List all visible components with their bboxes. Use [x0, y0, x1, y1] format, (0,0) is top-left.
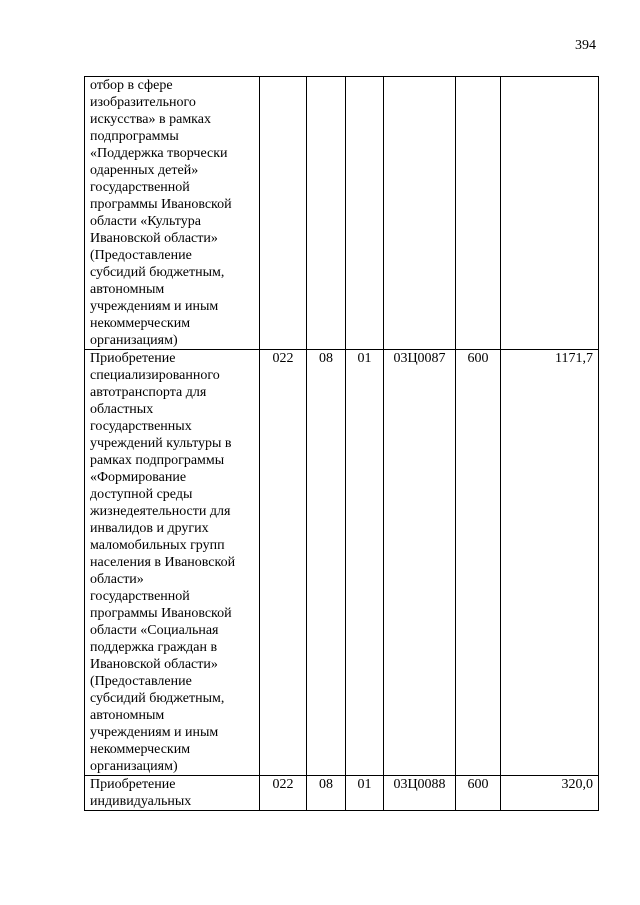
row-name-cell: Приобретение индивидуальных	[85, 776, 260, 811]
target-article-cell: 03Ц0087	[384, 350, 456, 776]
subsection-cell	[346, 77, 384, 350]
amount-cell: 1171,7	[501, 350, 599, 776]
section-cell: 08	[307, 350, 346, 776]
subsection-cell: 01	[346, 776, 384, 811]
ved-cell: 022	[260, 350, 307, 776]
expense-type-cell	[456, 77, 501, 350]
table-row	[85, 77, 599, 350]
expense-type-cell: 600	[456, 350, 501, 776]
row-name-cell: отбор в сфере изобразительного искусства» в рамках подпрограммы «Поддержка творчески одаренных детей» государственной программы Ивановской области «Культура Ивановской области» (Предоставление субсидий бюджетным, автономным учреждениям и иным некоммерческим организациям)	[85, 77, 260, 350]
budget-table	[84, 76, 599, 811]
amount-cell: 320,0	[501, 776, 599, 811]
target-article-cell	[384, 77, 456, 350]
page-number: 394	[575, 38, 596, 53]
expense-type-cell: 600	[456, 776, 501, 811]
table-row	[85, 776, 599, 811]
row-name-cell: Приобретение специализированного автотранспорта для областных государственных учреждений культуры в рамках подпрограммы «Формирование доступной среды жизнедеятельности для инвалидов и других маломобильных групп населения в Ивановской области» государственной программы Ивановской области «Социальная поддержка граждан в Ивановской области» (Предоставление субсидий бюджетным, автономным учреждениям и иным некоммерческим организациям)	[85, 350, 260, 776]
subsection-cell: 01	[346, 350, 384, 776]
amount-cell	[501, 77, 599, 350]
target-article-cell: 03Ц0088	[384, 776, 456, 811]
ved-cell	[260, 77, 307, 350]
ved-cell: 022	[260, 776, 307, 811]
section-cell: 08	[307, 776, 346, 811]
section-cell	[307, 77, 346, 350]
table-row	[85, 350, 599, 776]
